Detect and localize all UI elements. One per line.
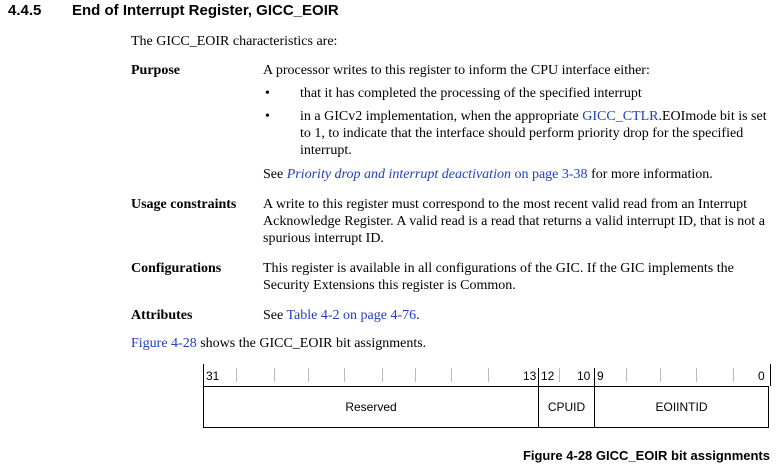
intro-text: The GICC_EOIR characteristics are: (131, 34, 338, 49)
bit-tick (696, 368, 697, 382)
see-suffix: for more information. (587, 167, 713, 182)
priority-drop-page-link[interactable]: on page 3-38 (510, 167, 588, 182)
configurations-line-1: This register is available in all configurations of the GIC. If the GIC implements the (263, 261, 734, 276)
configurations-label: Configurations (131, 261, 222, 276)
bullet-1-text: that it has completed the processing of the specified interrupt (300, 86, 642, 101)
purpose-label: Purpose (131, 63, 180, 78)
bullet-2-line-2: to 1, to indicate that the interface should perform priority drop for the specified (300, 126, 744, 141)
section-title: End of Interrupt Register, GICC_EOIR (72, 2, 339, 19)
attributes-label: Attributes (131, 308, 193, 323)
bullet-2-line-3: interrupt. (300, 143, 352, 158)
section-number: 4.4.5 (8, 2, 42, 19)
bullet-2-marker: • (265, 109, 270, 124)
field-cpuid: CPUID (547, 400, 586, 414)
figure-ref-line (131, 335, 426, 352)
bit-tick (236, 368, 237, 382)
usage-line-3: spurious interrupt ID. (263, 231, 384, 246)
bit-tick (488, 368, 489, 382)
bit-tick (415, 368, 416, 382)
bit-12-label: 12 (541, 369, 555, 383)
bit-tick (382, 368, 383, 382)
priority-drop-link[interactable]: Priority drop and interrupt deactivation (286, 167, 511, 182)
bullet-2-line-1 (300, 108, 775, 125)
usage-line-1: A write to this register must correspond to the most recent valid read from an Interrupt (263, 197, 748, 212)
bit-10-label: 10 (577, 369, 591, 383)
bit-tick (559, 368, 560, 382)
bullet-2-before: in a GICv2 implementation, when the appropriate (300, 109, 583, 124)
bullet-1-marker: • (265, 86, 270, 101)
attributes-text (263, 307, 773, 324)
gicc-ctlr-link[interactable]: GICC_CTLR (582, 109, 659, 124)
bit-13-label: 13 (523, 369, 537, 383)
bullet-2-line1-rest: .EOImode bit is set (658, 109, 767, 124)
bit-tick (626, 368, 627, 382)
field-boundary-tick (538, 368, 539, 386)
figure-caption: Figure 4-28 GICC_EOIR bit assignments (522, 448, 770, 463)
bit-9-label: 9 (597, 369, 604, 383)
figure-4-28-link[interactable]: Figure 4-28 (131, 336, 197, 351)
table-4-2-link[interactable]: Table 4-2 on page 4-76 (286, 308, 417, 323)
field-reserved: Reserved (345, 400, 397, 414)
bit-0-label: 0 (758, 369, 765, 383)
usage-label: Usage constraints (131, 197, 237, 212)
figure-ref-text: shows the GICC_EOIR bit assignments. (196, 336, 427, 351)
field-boundary-tick (594, 368, 595, 386)
bit-31-label: 31 (206, 369, 220, 383)
see-prefix: See (263, 167, 287, 182)
bit-number-row (203, 364, 771, 386)
field-eoiintid: EOIINTID (655, 400, 708, 414)
bit-tick (451, 368, 452, 382)
purpose-text: A processor writes to this register to inform the CPU interface either: (263, 63, 650, 78)
bit-tick (308, 368, 309, 382)
bit-tick (344, 368, 345, 382)
bit-tick (733, 368, 734, 382)
attributes-prefix: See (263, 308, 287, 323)
configurations-line-2: Security Extensions this register is Common. (263, 278, 516, 293)
see-more-line (263, 166, 773, 183)
usage-line-2: Acknowledge Register. A valid read is a read that returns a valid interrupt ID, that is not a (263, 214, 765, 229)
bit-tick (274, 368, 275, 382)
bit-tick (660, 368, 661, 382)
attributes-suffix: . (416, 308, 420, 323)
